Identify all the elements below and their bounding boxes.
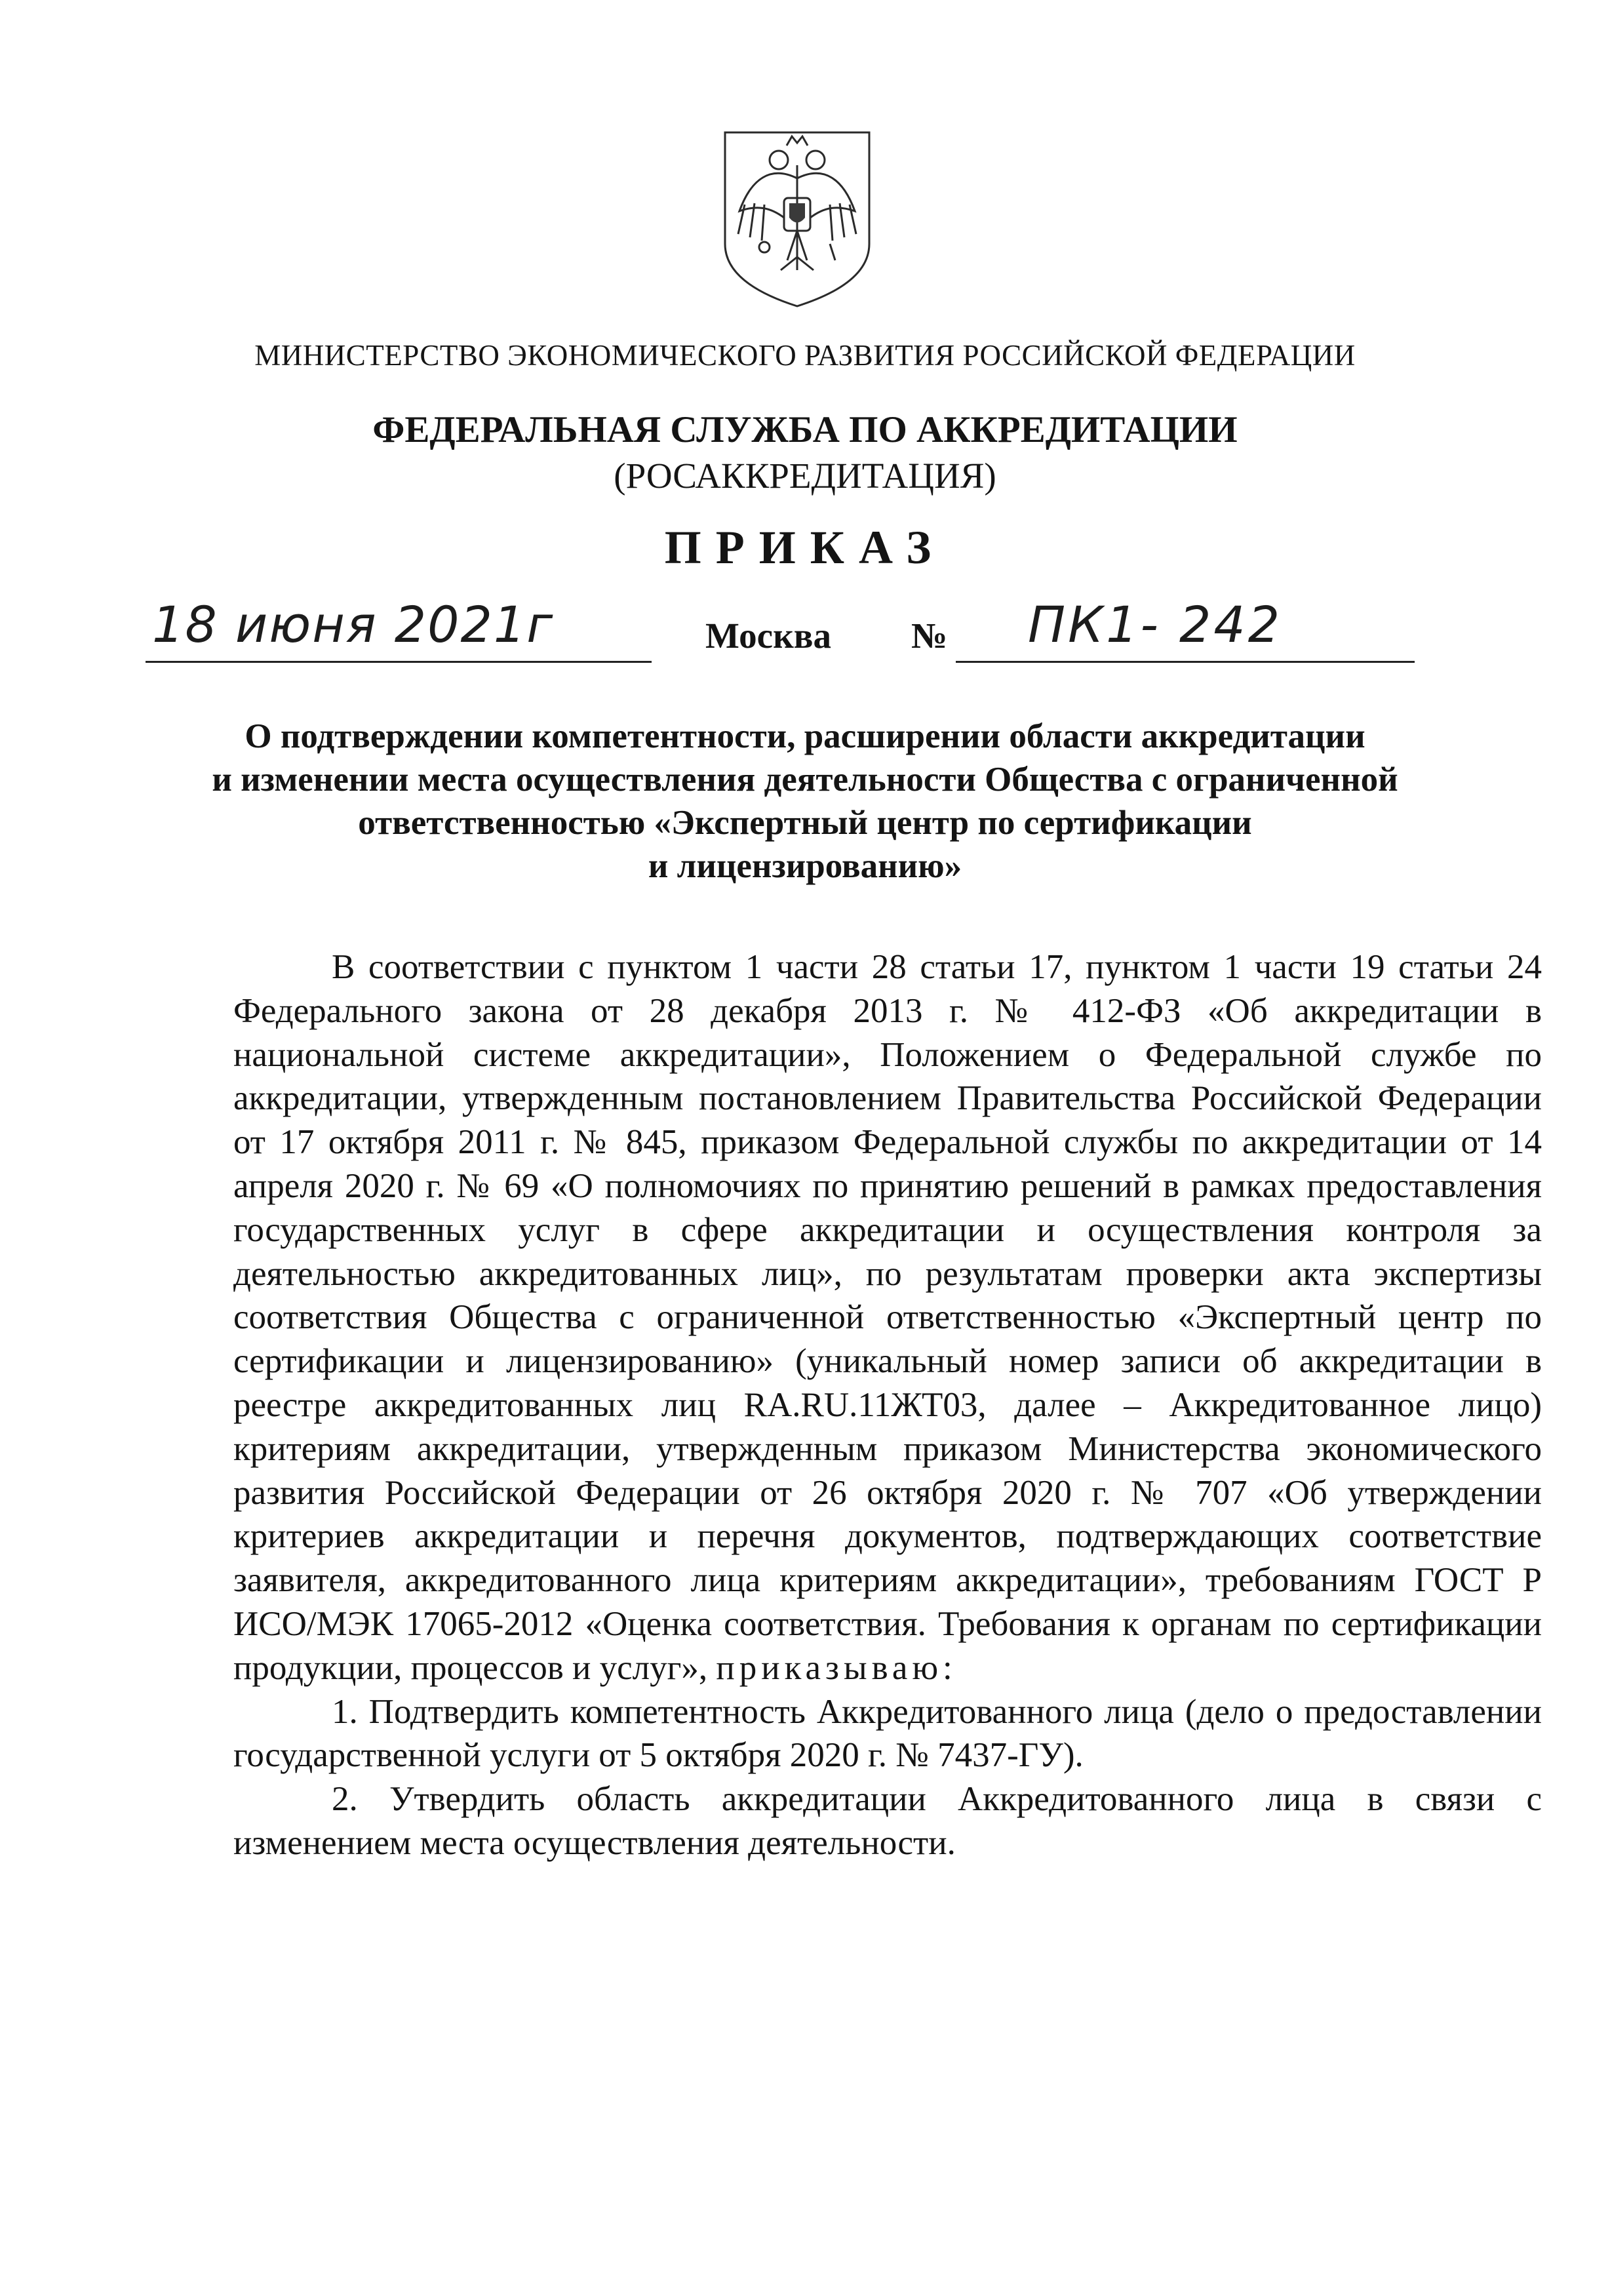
subject-line: и изменении места осуществления деятельности Общества с ограниченной <box>212 761 1398 799</box>
order-item: 2. Утвердить область аккредитации Аккредитованного лица в связи с изменением места осуществления деятельности. <box>233 1780 1542 1862</box>
date-underline <box>146 661 652 663</box>
subject-line: и лицензированию» <box>648 847 962 885</box>
preamble-paragraph <box>233 945 1542 1690</box>
ministry-name: МИНИСТЕРСТВО ЭКОНОМИЧЕСКОГО РАЗВИТИЯ РОССИЙСКОЙ ФЕДЕРАЦИИ <box>254 339 1356 372</box>
order-item: 1. Подтвердить компетентность Аккредитованного лица (дело о предоставлении государственной услуги от 5 октября 2020 г. № 7437-ГУ). <box>233 1692 1542 1775</box>
order-subject <box>197 715 1413 888</box>
double-headed-eagle-icon <box>718 119 876 309</box>
handwritten-date: 18 июня 2021г <box>152 595 555 654</box>
service-short-name: (РОСАККРЕДИТАЦИЯ) <box>614 456 996 496</box>
preamble-text: В соответствии с пунктом 1 части 28 статьи 17, пунктом 1 части 19 статьи 24 Федерального закона от 28 декабря 2013 г. № 412-ФЗ «Об аккредитации в национальной системе аккредитации», Положением о Федеральной службе по аккредитации, утвержденным постановлением Правительства Российской Федерации от 17 октября 2011 г. № 845, приказом Федеральной службы по аккредитации от 14 апреля 2020 г. № 69 «О полномочиях по принятию решений в рамках предоставления государственных услуг в сфере аккредитации и осуществления контроля за деятельностью аккредитованных лиц», по результатам проверки акта экспертизы соответствия Общества с ограниченной ответственностью «Экспертный центр по сертификации и лицензированию» (уникальный номер записи об аккредитации в реестре аккредитованных лиц RA.RU.11ЖТ03, далее – Аккредитованное лицо) критериям аккредитации, утвержденным приказом Министерства экономического развития Российской Федерации от 26 октября 2020 г. № 707 «Об утверждении критериев аккредитации и перечня документов, подтверждающих соответствие заявителя, аккредитованного лица критериям аккредитации», требованиям ГОСТ Р ИСО/МЭК 17065-2012 «Оценка соответствия. Требования к органам по сертификации продукции, процессов и услуг», <box>233 948 1542 1687</box>
order-word: приказываю: <box>716 1648 957 1687</box>
document-type: ПРИКАЗ <box>664 521 946 574</box>
subject-line: ответственностью «Экспертный центр по сертификации <box>358 804 1252 842</box>
order-body <box>233 945 1542 1865</box>
subject-line: О подтверждении компетентности, расширении области аккредитации <box>245 717 1365 755</box>
city: Москва <box>705 616 831 656</box>
number-underline <box>956 661 1415 663</box>
service-name: ФЕДЕРАЛЬНАЯ СЛУЖБА ПО АККРЕДИТАЦИИ <box>372 409 1238 450</box>
handwritten-number: ПК1- 242 <box>1028 595 1283 654</box>
number-sign: № <box>911 616 948 656</box>
